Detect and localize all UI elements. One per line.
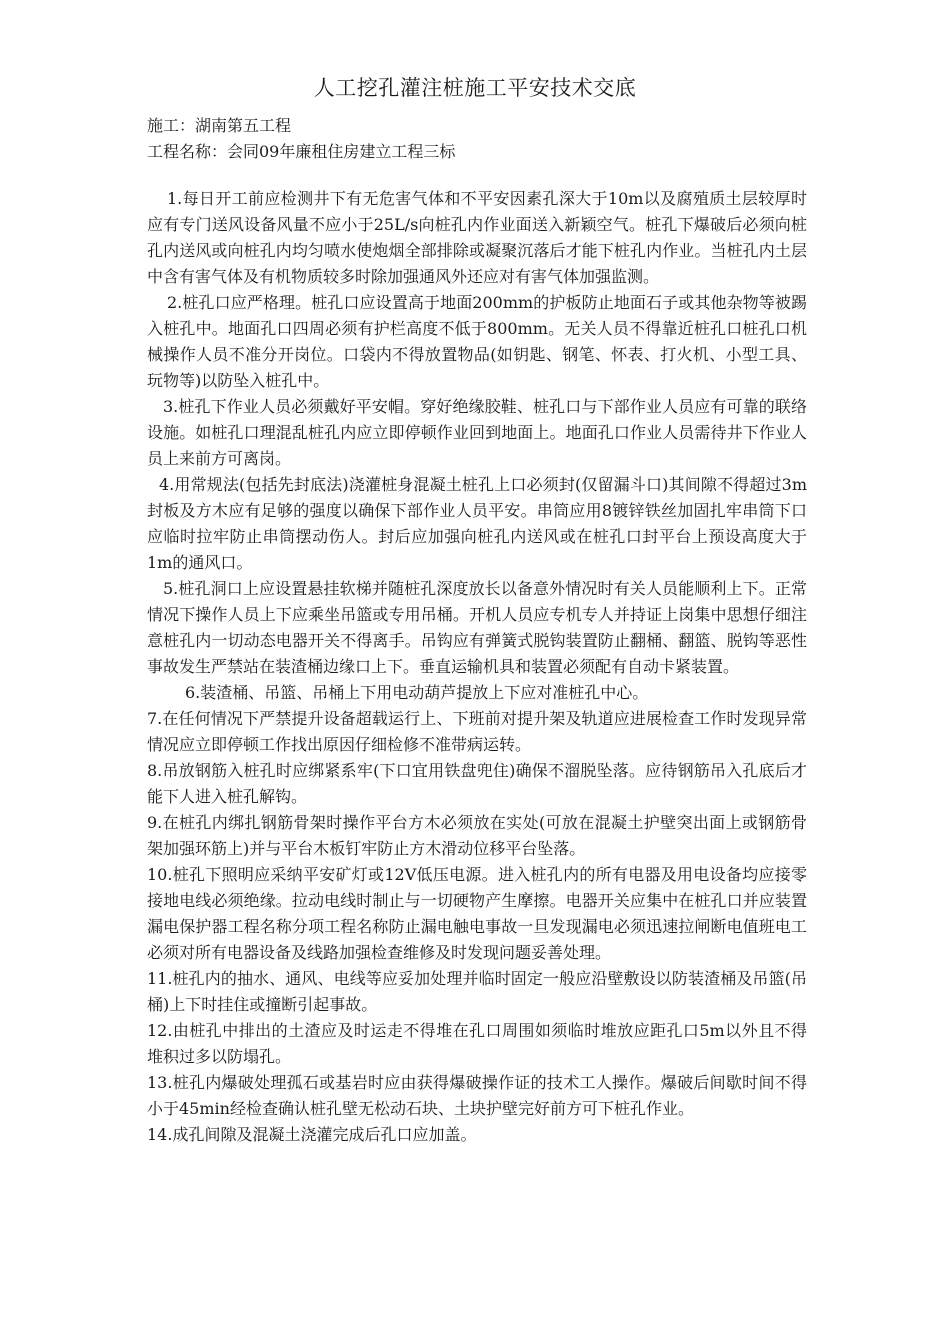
clause-11: 11.桩孔内的抽水、通风、电线等应妥加处理并临时固定一般应沿壁敷设以防装渣桶及吊篮(吊桶)上下时挂住或撞断引起事故。 (147, 969, 807, 1014)
clause-2: 2.桩孔口应严格理。桩孔口应设置高于地面200mm的护板防止地面石子或其他杂物等被踢入桩孔中。地面孔口四周必须有护栏高度不低于800mm。无关人员不得靠近桩孔口桩孔口机械操作人员不准分开岗位。口袋内不得放置物品(如钥匙、钢笔、怀表、打火机、小型工具、玩物等)以防坠入桩孔中。 (147, 293, 807, 390)
document-title: 人工挖孔灌注桩施工平安技术交底 (313, 76, 637, 100)
clause-7: 7.在任何情况下严禁提升设备超载运行上、下班前对提升架及轨道应进展检查工作时发现异常情况应立即停顿工作找出原因仔细检修不准带病运转。 (147, 709, 807, 754)
clause-4: 4.用常规法(包括先封底法)浇灌桩身混凝土桩孔上口必须封(仅留漏斗口)其间隙不得超过3m封板及方木应有足够的强度以确保下部作业人员平安。串筒应用8镀锌铁丝加固扎牢串筒下口应临时拉牢防止串筒摆动伤人。封后应加强向桩孔内送风或在桩孔口封平台上预设高度大于1m的通风口。 (147, 475, 807, 572)
clause-12: 12.由桩孔中排出的土渣应及时运走不得堆在孔口周围如须临时堆放应距孔口5m以外且不得 堆积过多以防塌孔。 (147, 1021, 807, 1066)
clause-10: 10.桩孔下照明应采纳平安矿灯或12V低压电源。进入桩孔内的所有电器及用电设备均应接零接地电线必须绝缘。拉动电线时制止与一切硬物产生摩擦。电器开关应集中在桩孔口并应装置漏电保护器工程名称分项工程名称防止漏电触电事故一旦发现漏电必须迅速拉闸断电值班电工必须对所有电器设备及线路加强检查维修及时发现问题妥善处理。 (147, 865, 807, 962)
clause-13: 13.桩孔内爆破处理孤石或基岩时应由获得爆破操作证的技术工人操作。爆破后间歇时间不得小于45min经检查确认桩孔壁无松动石块、土块护壁完好前方可下桩孔作业。 (147, 1073, 807, 1118)
clause-5: 5.桩孔洞口上应设置悬挂软梯并随桩孔深度放长以备意外情况时有关人员能顺利上下。正常情况下操作人员上下应乘坐吊篮或专用吊桶。开机人员应专机专人并持证上岗集中思想仔细注意桩孔内一切动态电器开关不得离手。吊钩应有弹簧式脱钩装置防止翻桶、翻篮、脱钩等恶性事故发生严禁站在装渣桶边缘口上下。垂直运输机具和装置必须配有自动卡紧装置。 (147, 579, 807, 676)
clause-9: 9.在桩孔内绑扎钢筋骨架时操作平台方木必须放在实处(可放在混凝土护壁突出面上或钢筋骨架加强环筋上)并与平台木板钉牢防止方木滑动位移平台坠落。 (147, 813, 807, 858)
contractor-line: 施工：湖南第五工程 (147, 116, 292, 135)
clause-14: 14.成孔间隙及混凝土浇灌完成后孔口应加盖。 (147, 1125, 477, 1144)
clause-3: 3.桩孔下作业人员必须戴好平安帽。穿好绝缘胶鞋、桩孔口与下部作业人员应有可靠的联络设施。如桩孔口理混乱桩孔内应立即停顿作业回到地面上。地面孔口作业人员需待井下作业人员上来前方可离岗。 (147, 397, 807, 468)
project-name-line: 工程名称：会同09年廉租住房建立工程三标 (147, 142, 456, 161)
clause-8: 8.吊放钢筋入桩孔时应绑紧系牢(下口宜用铁盘兜住)确保不溜脱坠落。应待钢筋吊入孔底后才能下人进入桩孔解钩。 (147, 761, 807, 806)
document-body (147, 186, 807, 1148)
clause-1: 1.每日开工前应检测井下有无危害气体和不平安因素孔深大于10m以及腐殖质土层较厚时应有专门送风设备风量不应小于25L/s向桩孔内作业面送入新颖空气。桩孔下爆破后必须向桩孔内送风或向桩孔内均匀喷水使炮烟全部排除或凝聚沉落后才能下桩孔内作业。当桩孔内土层中含有害气体及有机物质较多时除加强通风外还应对有害气体加强监测。 (147, 189, 807, 286)
clause-6: 6.装渣桶、吊篮、吊桶上下用电动葫芦提放上下应对准桩孔中心。 (185, 683, 649, 702)
